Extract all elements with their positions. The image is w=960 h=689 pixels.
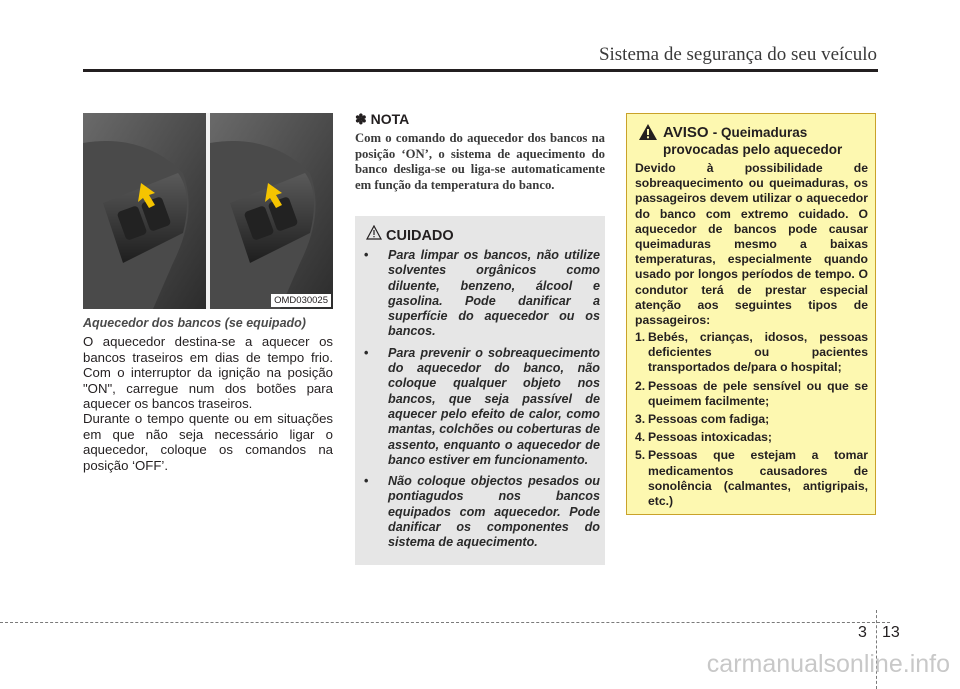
warning-item: 1. Bebés, crianças, idosos, pessoas deficientes ou pacientes transportados de/para o hospital; [635, 330, 868, 375]
bullet-icon: • [364, 345, 369, 360]
warning-item: 4. Pessoas intoxicadas; [635, 430, 772, 445]
warning-item: 3. Pessoas com fadiga; [635, 412, 770, 427]
warning-intro: Devido à possibilidade de sobreaquecimento ou queimaduras, os passageiros devem utilizar o aquecedor do banco com extremo cuidado. O aquecedor de bancos pode causar queimaduras mesmo a baixas temperaturas, especialmente quando usado por longos períodos de tempo. O condutor terá de prestar especial atenção aos seguintes tipos de passageiros: [635, 161, 868, 328]
warning-triangle-icon [638, 123, 658, 141]
door-panel-illustration [83, 113, 333, 309]
note-heading [355, 111, 409, 128]
caution-item: • Não coloque objectos pesados ou pontiagudos nos bancos equipados com aquecedor. Pode danificar os componentes do sistema de aquecimento. [364, 474, 600, 550]
caution-list [362, 248, 600, 557]
figure-code: OMD030025 [271, 294, 331, 307]
warning-list [635, 330, 868, 512]
caution-item: • Para limpar os bancos, não utilize solventes orgânicos como diluente, benzeno, álcool e gasolina. Pode danificar a superfície do aquecedor ou os bancos. [364, 248, 600, 339]
chapter-number: 3 [858, 624, 867, 641]
caution-triangle-icon [366, 225, 382, 240]
footer-rule [0, 622, 890, 623]
note-title: NOTA [370, 111, 410, 127]
bullet-icon: • [364, 474, 369, 489]
page-number: 13 [882, 624, 900, 641]
warning-title [663, 124, 807, 142]
note-text: Com o comando do aquecedor dos bancos na posição ‘ON’, o sistema de aquecimento do banco desliga-se ou liga-se automaticamente em função da temperatura do banco. [355, 131, 605, 192]
warning-item: 5. Pessoas que estejam a tomar medicamentos causadores de sonolência (calmantes, antigripais, etc.) [635, 448, 868, 509]
note-symbol-icon: ✽ [355, 111, 367, 127]
body-paragraph-2: Durante o tempo quente ou em situações em que não seja necessário ligar o aquecedor, coloque os comandos na posição ‘OFF’. [83, 411, 333, 473]
caution-title: CUIDADO [386, 228, 454, 244]
seat-heater-photo [83, 113, 333, 309]
warning-subtitle-2: provocadas pelo aquecedor [663, 142, 843, 157]
watermark: carmanualsonline.info [706, 650, 950, 678]
running-header: Sistema de segurança do seu veículo [598, 44, 877, 65]
warning-label: AVISO [663, 124, 709, 141]
bullet-icon: • [364, 248, 369, 262]
warning-subtitle-1: - Queimaduras [712, 125, 808, 140]
warning-item: 2. Pessoas de pele sensível ou que se queimem facilmente; [635, 378, 868, 408]
header-rule [83, 69, 878, 72]
caution-item: • Para prevenir o sobreaquecimento do aquecedor do banco, não coloque qualquer objeto nos bancos, que seja passível de aquecer pelo efeito de calor, como mantas, colchões ou coberturas de assento, enquanto o aquecedor de banco estiver em funcionamento. [364, 345, 600, 467]
body-paragraph-1: O aquecedor destina-se a aquecer os bancos traseiros em dias de tempo frio. Com o interruptor da ignição na posição "ON", carregue num dos botões para aquecer os bancos traseiros. [83, 334, 333, 411]
figure-caption: Aquecedor dos bancos (se equipado) [83, 316, 306, 330]
